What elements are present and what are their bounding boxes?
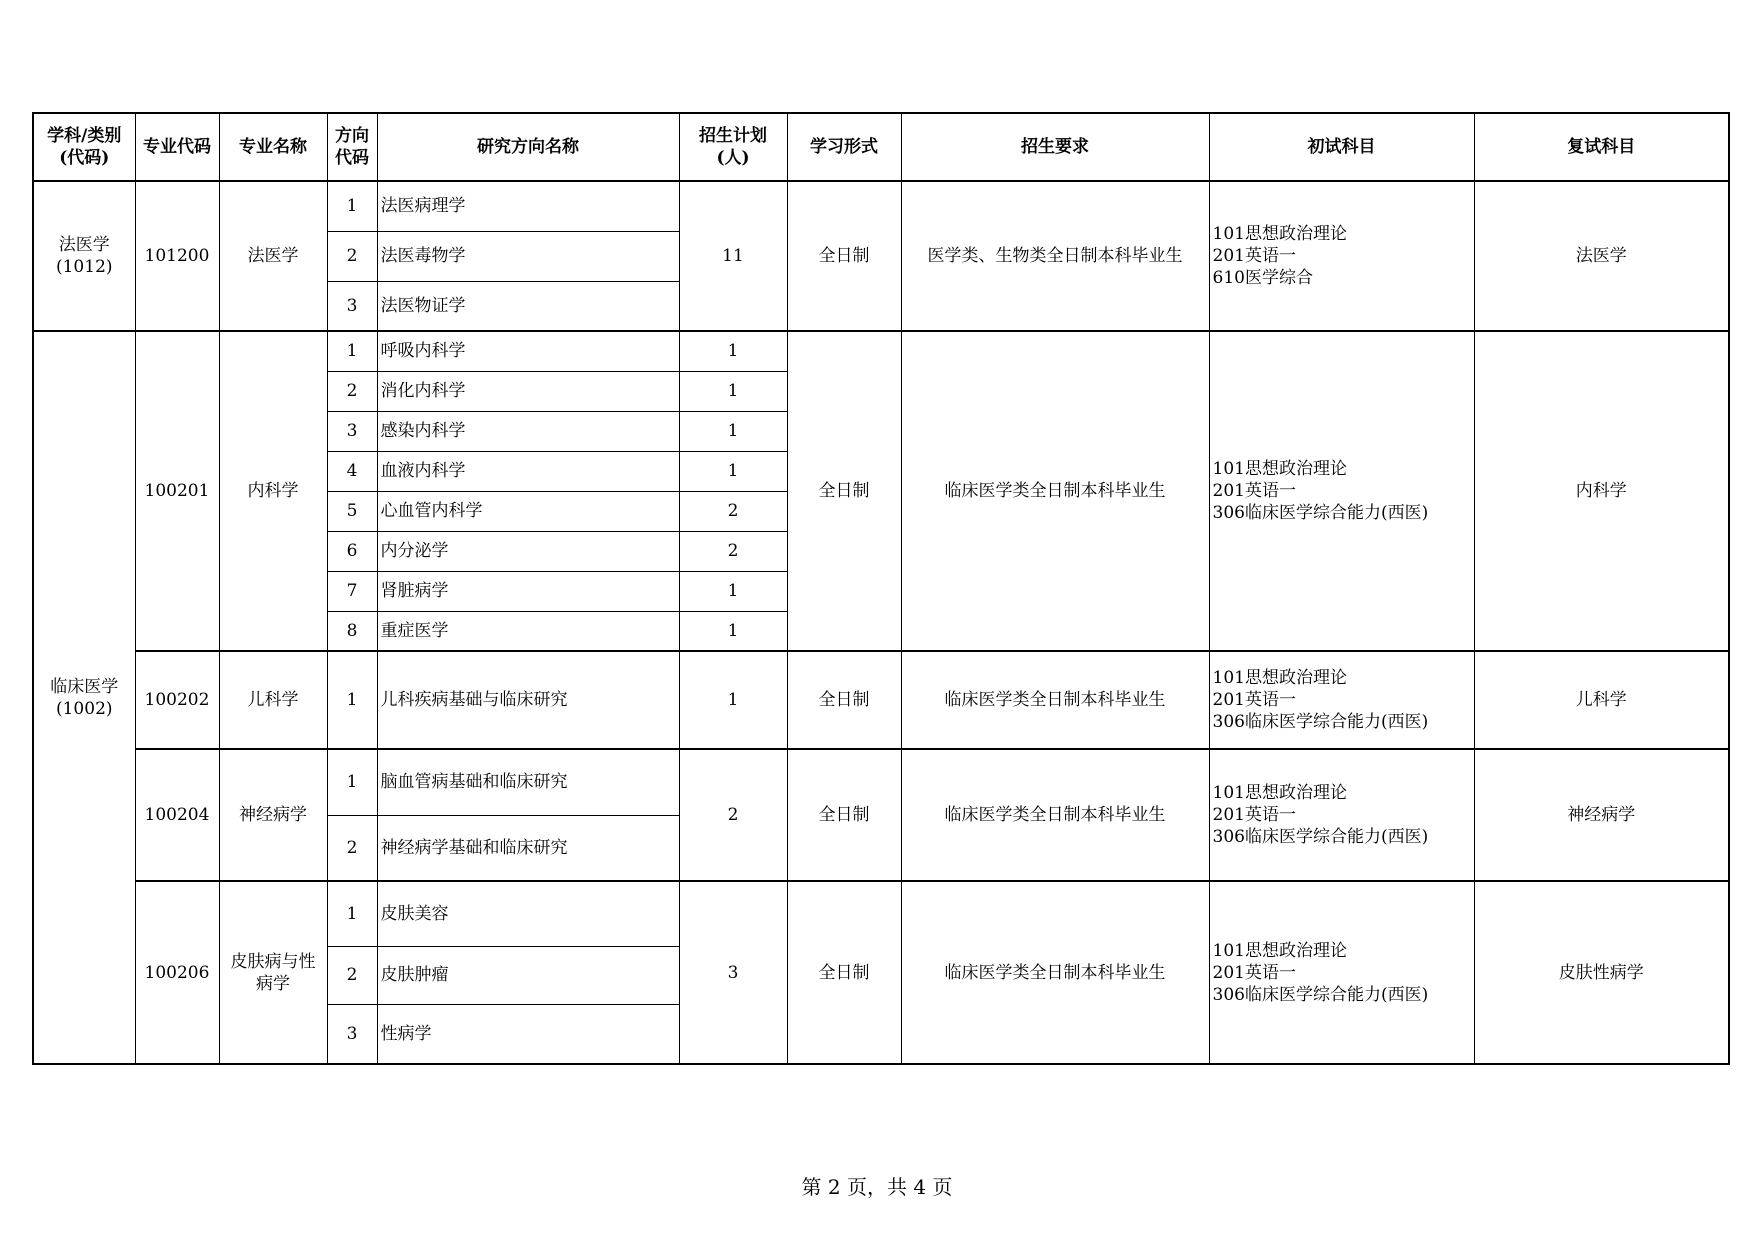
header-major-code: 专业代码 — [135, 113, 219, 181]
retest-cell: 内科学 — [1474, 331, 1729, 651]
direction-code-cell: 6 — [327, 531, 377, 571]
quota-cell: 1 — [679, 371, 787, 411]
direction-code-cell: 4 — [327, 451, 377, 491]
retest-cell: 法医学 — [1474, 181, 1729, 331]
header-retest: 复试科目 — [1474, 113, 1729, 181]
major-name-cell: 神经病学 — [219, 749, 327, 881]
requirement-cell: 临床医学类全日制本科毕业生 — [901, 651, 1209, 749]
header-subject: 学科/类别 (代码) — [33, 113, 135, 181]
major-code-cell: 100201 — [135, 331, 219, 651]
quota-cell: 2 — [679, 749, 787, 881]
direction-code-cell: 7 — [327, 571, 377, 611]
direction-name-cell: 法医病理学 — [377, 181, 679, 231]
requirement-cell: 临床医学类全日制本科毕业生 — [901, 881, 1209, 1064]
direction-code-cell: 3 — [327, 1004, 377, 1064]
direction-code-cell: 2 — [327, 371, 377, 411]
direction-name-cell: 皮肤肿瘤 — [377, 946, 679, 1004]
study-form-cell: 全日制 — [787, 651, 901, 749]
header-row — [33, 113, 1729, 181]
direction-name-cell: 皮肤美容 — [377, 881, 679, 946]
requirement-cell: 临床医学类全日制本科毕业生 — [901, 331, 1209, 651]
table-row — [33, 651, 1729, 749]
retest-cell: 皮肤性病学 — [1474, 881, 1729, 1064]
study-form-cell: 全日制 — [787, 181, 901, 331]
table-row — [33, 881, 1729, 946]
quota-cell: 2 — [679, 491, 787, 531]
direction-code-cell: 8 — [327, 611, 377, 651]
major-code-cell: 100202 — [135, 651, 219, 749]
quota-cell: 11 — [679, 181, 787, 331]
study-form-cell: 全日制 — [787, 331, 901, 651]
page-footer: 第 2 页，共 4 页 — [801, 1175, 953, 1199]
direction-name-cell: 心血管内科学 — [377, 491, 679, 531]
prelim-cell: 101思想政治理论 201英语一 306临床医学综合能力(西医) — [1209, 749, 1474, 881]
direction-name-cell: 法医物证学 — [377, 281, 679, 331]
direction-name-cell: 内分泌学 — [377, 531, 679, 571]
header-direction-name: 研究方向名称 — [377, 113, 679, 181]
table-row — [33, 749, 1729, 815]
prelim-cell: 101思想政治理论 201英语一 306临床医学综合能力(西医) — [1209, 331, 1474, 651]
direction-code-cell: 1 — [327, 749, 377, 815]
direction-name-cell: 儿科疾病基础与临床研究 — [377, 651, 679, 749]
major-code-cell: 100204 — [135, 749, 219, 881]
header-quota: 招生计划 (人) — [679, 113, 787, 181]
subject-cell: 临床医学 (1002) — [33, 331, 135, 1064]
requirement-cell: 临床医学类全日制本科毕业生 — [901, 749, 1209, 881]
quota-cell: 1 — [679, 331, 787, 371]
direction-code-cell: 2 — [327, 815, 377, 881]
retest-cell: 神经病学 — [1474, 749, 1729, 881]
prelim-cell: 101思想政治理论 201英语一 610医学综合 — [1209, 181, 1474, 331]
header-major-name: 专业名称 — [219, 113, 327, 181]
direction-name-cell: 呼吸内科学 — [377, 331, 679, 371]
direction-code-cell: 1 — [327, 881, 377, 946]
direction-code-cell: 3 — [327, 281, 377, 331]
direction-code-cell: 5 — [327, 491, 377, 531]
requirement-cell: 医学类、生物类全日制本科毕业生 — [901, 181, 1209, 331]
admissions-table — [32, 112, 1730, 1065]
major-name-cell: 内科学 — [219, 331, 327, 651]
quota-cell: 2 — [679, 531, 787, 571]
prelim-cell: 101思想政治理论 201英语一 306临床医学综合能力(西医) — [1209, 651, 1474, 749]
quota-cell: 1 — [679, 571, 787, 611]
quota-cell: 1 — [679, 611, 787, 651]
major-code-cell: 100206 — [135, 881, 219, 1064]
major-name-cell: 儿科学 — [219, 651, 327, 749]
subject-cell: 法医学 (1012) — [33, 181, 135, 331]
direction-name-cell: 法医毒物学 — [377, 231, 679, 281]
direction-name-cell: 脑血管病基础和临床研究 — [377, 749, 679, 815]
major-name-cell: 法医学 — [219, 181, 327, 331]
direction-code-cell: 1 — [327, 651, 377, 749]
quota-cell: 1 — [679, 651, 787, 749]
header-prelim: 初试科目 — [1209, 113, 1474, 181]
quota-cell: 1 — [679, 411, 787, 451]
direction-code-cell: 2 — [327, 231, 377, 281]
direction-code-cell: 2 — [327, 946, 377, 1004]
table-row — [33, 331, 1729, 371]
header-requirement: 招生要求 — [901, 113, 1209, 181]
direction-name-cell: 血液内科学 — [377, 451, 679, 491]
direction-code-cell: 3 — [327, 411, 377, 451]
header-study-form: 学习形式 — [787, 113, 901, 181]
direction-code-cell: 1 — [327, 331, 377, 371]
direction-name-cell: 重症医学 — [377, 611, 679, 651]
quota-cell: 1 — [679, 451, 787, 491]
direction-name-cell: 神经病学基础和临床研究 — [377, 815, 679, 881]
table-row — [33, 181, 1729, 231]
quota-cell: 3 — [679, 881, 787, 1064]
direction-name-cell: 性病学 — [377, 1004, 679, 1064]
direction-code-cell: 1 — [327, 181, 377, 231]
header-direction-code: 方向 代码 — [327, 113, 377, 181]
study-form-cell: 全日制 — [787, 749, 901, 881]
major-code-cell: 101200 — [135, 181, 219, 331]
major-name-cell: 皮肤病与性 病学 — [219, 881, 327, 1064]
direction-name-cell: 肾脏病学 — [377, 571, 679, 611]
direction-name-cell: 消化内科学 — [377, 371, 679, 411]
prelim-cell: 101思想政治理论 201英语一 306临床医学综合能力(西医) — [1209, 881, 1474, 1064]
retest-cell: 儿科学 — [1474, 651, 1729, 749]
study-form-cell: 全日制 — [787, 881, 901, 1064]
direction-name-cell: 感染内科学 — [377, 411, 679, 451]
